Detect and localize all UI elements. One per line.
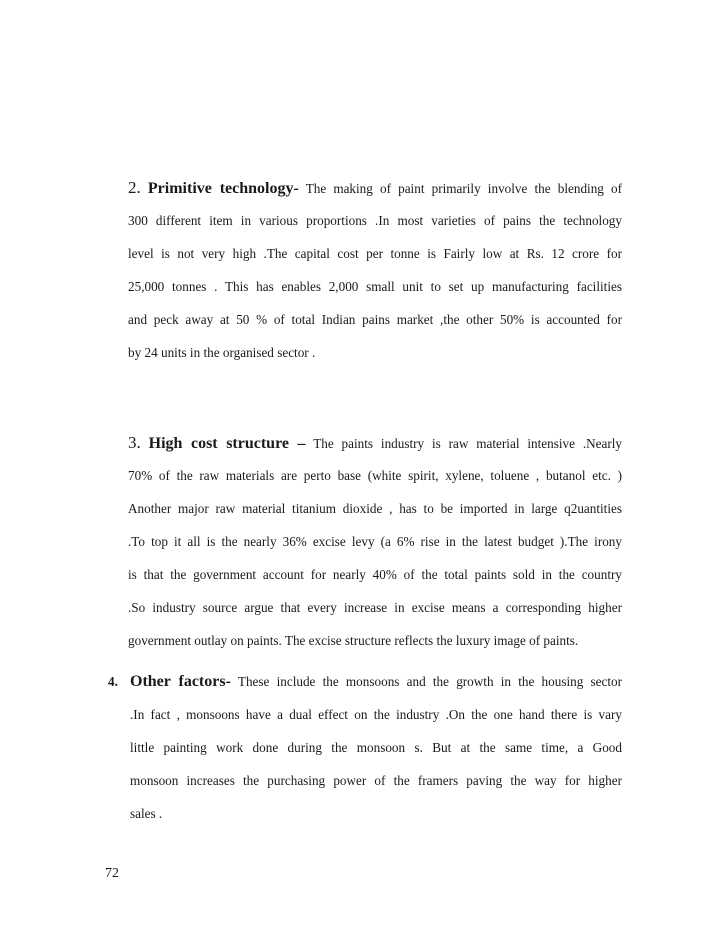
paragraph-text: The paints industry is raw material intensive .Nearly <box>313 436 622 451</box>
paragraph-line: by 24 units in the organised sector . <box>128 345 316 360</box>
paragraph-line: 25,000 tonnes . This has enables 2,000 small unit to set up manufacturing facilities <box>128 279 622 294</box>
paragraph-line: is that the government account for nearly 40% of the total paints sold in the country <box>128 567 622 582</box>
section-other-factors <box>130 665 622 830</box>
paragraph-line: monsoon increases the purchasing power of the framers paving the way for higher <box>130 773 622 788</box>
paragraph-line: 70% of the raw materials are perto base (white spirit, xylene, toluene , butanol etc. ) <box>128 468 622 483</box>
paragraph-line: little painting work done during the monsoon s. But at the same time, a Good <box>130 740 622 755</box>
section-number: 2. <box>128 178 141 197</box>
paragraph-text: The making of paint primarily involve the blending of <box>305 181 622 196</box>
paragraph-line: level is not very high .The capital cost per tonne is Fairly low at Rs. 12 crore for <box>128 246 622 261</box>
section-heading: Primitive technology- <box>147 180 299 197</box>
section-high-cost-structure <box>128 426 622 657</box>
paragraph-line <box>128 171 622 204</box>
paragraph-line: .In fact , monsoons have a dual effect on the industry .On the one hand there is vary <box>130 707 622 722</box>
paragraph-line: .To top it all is the nearly 36% excise levy (a 6% rise in the latest budget ).The irony <box>128 534 622 549</box>
section-heading: Other factors- <box>130 673 231 690</box>
paragraph-line: sales . <box>130 806 163 821</box>
page-number: 72 <box>105 866 119 881</box>
paragraph-line: Another major raw material titanium dioxide , has to be imported in large q2uantities <box>128 501 622 516</box>
paragraph-line: 300 different item in various proportions .In most varieties of pains the technology <box>128 213 622 228</box>
paragraph-line: and peck away at 50 % of total Indian pains market ,the other 50% is accounted for <box>128 312 622 327</box>
paragraph-line <box>128 426 622 459</box>
paragraph-line: .So industry source argue that every increase in excise means a corresponding higher <box>128 600 622 615</box>
section-heading: High cost structure – <box>148 435 306 452</box>
paragraph-text: These include the monsoons and the growth in the housing sector <box>237 674 622 689</box>
section-primitive-technology <box>128 171 622 369</box>
paragraph-line <box>130 665 622 698</box>
section-number: 3. <box>128 433 141 452</box>
list-marker: 4. <box>108 674 118 689</box>
paragraph-line: government outlay on paints. The excise structure reflects the luxury image of paints. <box>128 633 579 648</box>
